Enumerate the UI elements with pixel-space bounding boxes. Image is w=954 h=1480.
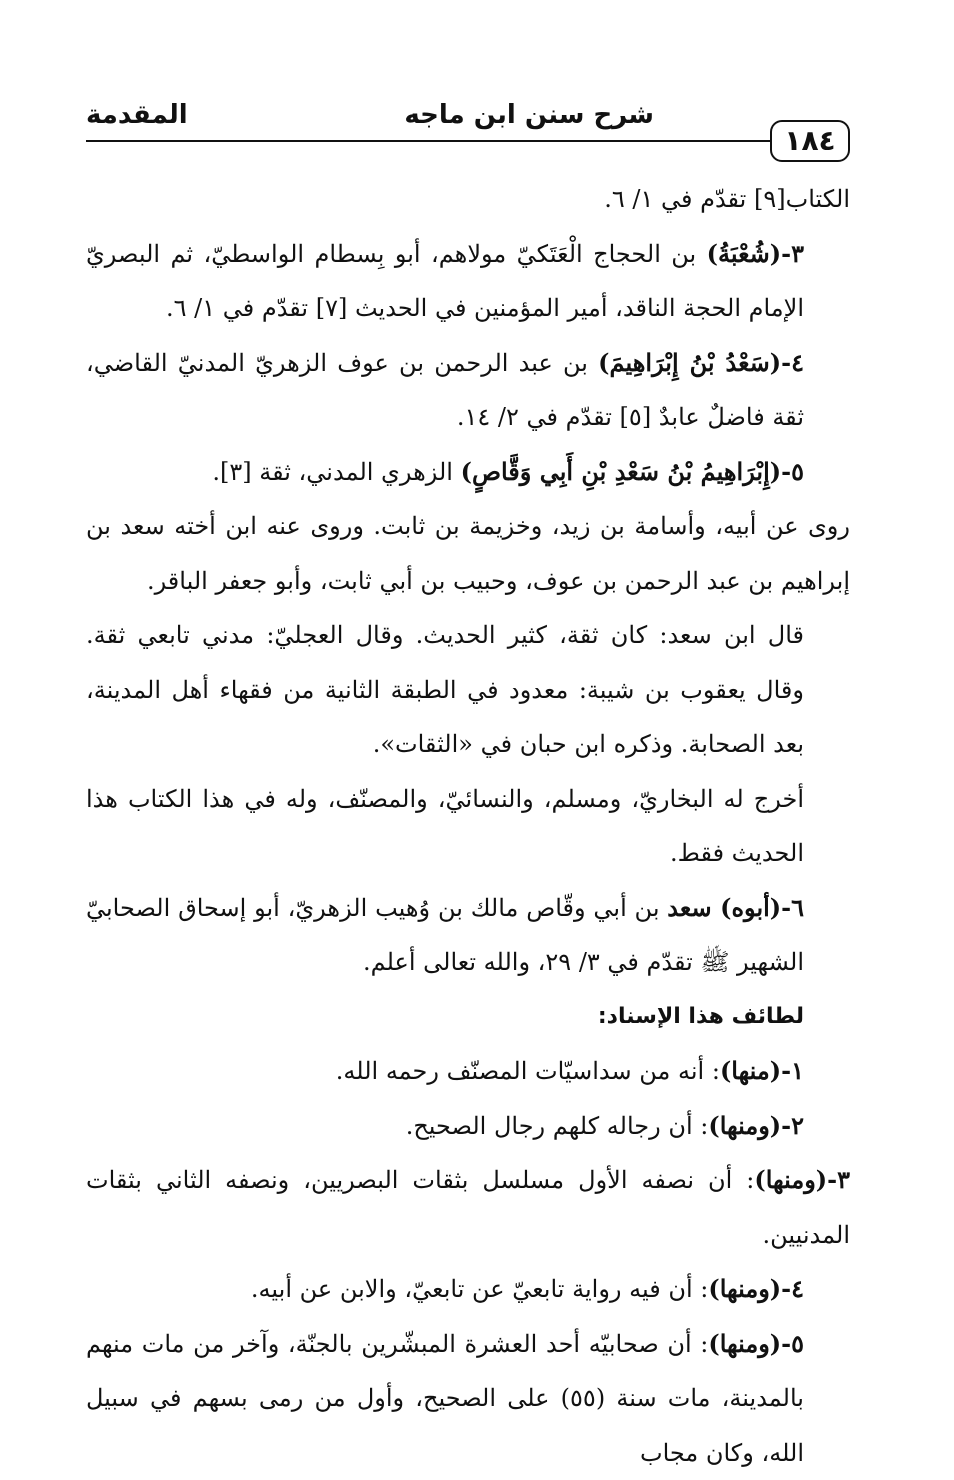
paragraph: ٤-(سَعْدُ بْنُ إِبْرَاهِيمَ) بن عبد الرحمن بن عوف الزهريّ المدنيّ القاضي، ثقة فاضلٌ عابدٌ [٥] تقدّم في ٢/ ١٤.	[86, 336, 850, 445]
page-number: ١٨٤	[770, 120, 850, 162]
page-header	[86, 92, 850, 162]
paragraph: قال ابن سعد: كان ثقة، كثير الحديث. وقال العجليّ: مدني تابعي ثقة. وقال يعقوب بن شيبة: معدود في الطبقة الثانية من فقهاء أهل المدينة، بعد الصحابة. وذكره ابن حبان في «الثقات».	[86, 608, 850, 772]
paragraph: ٣-(شُعْبَةُ) بن الحجاج الْعَتَكيّ مولاهم، أبو بِسطام الواسطيّ، ثم البصريّ الإمام الحجة الناقد، أمير المؤمنين في الحديث [٧] تقدّم في ١/ ٦.	[86, 227, 850, 336]
list-item: ١-(منها): أنه من سداسيّات المصنّف رحمه الله.	[86, 1044, 850, 1099]
paragraph: روى عن أبيه، وأسامة بن زيد، وخزيمة بن ثابت. وروى عنه ابن أخته سعد بن إبراهيم بن عبد الرحمن بن عوف، وحبيب بن أبي ثابت، وأبو جعفر الباقر.	[86, 499, 850, 608]
page-body	[86, 172, 850, 1480]
section-heading: لطائف هذا الإسناد:	[86, 990, 850, 1045]
list-item: ٢-(ومنها): أن رجاله كلهم رجال الصحيح.	[86, 1099, 850, 1154]
section-title: المقدمة	[86, 100, 188, 130]
paragraph: الكتاب[٩] تقدّم في ١/ ٦.	[86, 172, 850, 227]
list-item: ٤-(ومنها): أن فيه رواية تابعيّ عن تابعيّ، والابن عن أبيه.	[86, 1262, 850, 1317]
list-item: ٣-(ومنها): أن نصفه الأول مسلسل بثقات البصريين، ونصفه الثاني بثقات المدنيين.	[86, 1153, 850, 1262]
paragraph: ٥-(إِبْرَاهِيمُ بْنُ سَعْدِ بْنِ أَبِي وَقَّاصٍ) الزهري المدني، ثقة [٣].	[86, 445, 850, 500]
book-title: شرح سنن ابن ماجه	[404, 100, 654, 130]
list-item: ٥-(ومنها): أن صحابيّه أحد العشرة المبشّرين بالجنّة، وآخر من مات منهم بالمدينة، مات سنة (٥٥) على الصحيح، وأول من رمى بسهم في سبيل الله، وكان مجاب	[86, 1317, 850, 1480]
paragraph: ٦-(أبوه) سعد بن أبي وقّاص مالك بن وُهيب الزهريّ، أبو إسحاق الصحابيّ الشهير ﷺ تقدّم في ٣/ ٢٩، والله تعالى أعلم.	[86, 881, 850, 990]
header-rule	[86, 140, 774, 142]
paragraph: أخرج له البخاريّ، ومسلم، والنسائيّ، والمصنّف، وله في هذا الكتاب هذا الحديث فقط.	[86, 772, 850, 881]
